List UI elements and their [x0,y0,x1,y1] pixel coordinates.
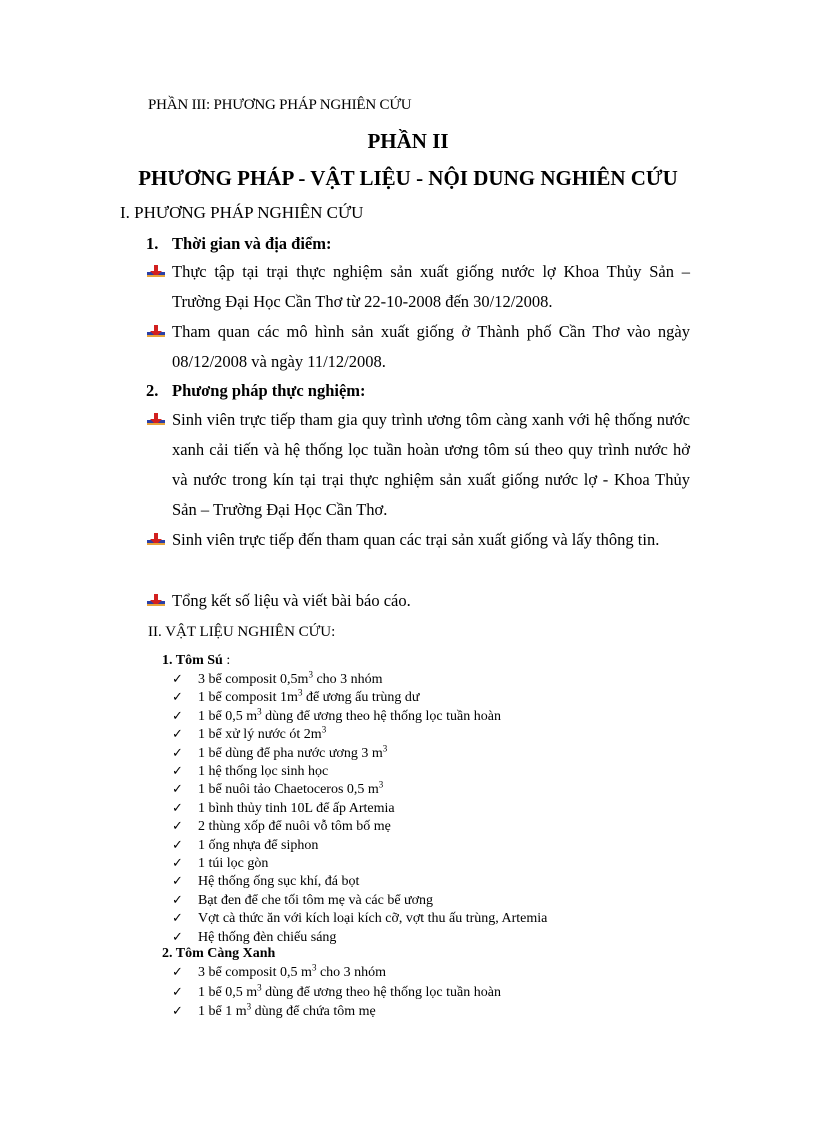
material-item [172,726,326,744]
material-item-text: 3 bể composit $0,5m^3$ cho 3 nhóm [198,669,383,687]
checkmark-icon: ✓ [172,1004,183,1019]
subsection-number: 1. [146,234,159,253]
material-item-text: 1 bể 1 $m^3$ dùng để chứa tôm mẹ [198,1001,376,1019]
part-title: PHẦN II [367,129,449,153]
page-header: PHẦN III: PHƯƠNG PHÁP NGHIÊN CỨU [148,97,412,113]
subsection-time-place [146,234,332,254]
checkmark-icon: ✓ [172,984,183,1000]
arrow-bullet-icon [147,410,165,428]
checkmark-icon: ✓ [172,708,183,724]
material-item-text: 1 bể composit $1m^3$ để ương ấu trùng dư [198,687,420,706]
checkmark-icon: ✓ [172,856,183,871]
bullet-text: Tổng kết số liệu và viết bài báo cáo. [172,591,411,610]
material-item-text: 3 bể composit 0,5 $m^3$ cho 3 nhóm [198,962,387,980]
material-item [172,837,318,855]
checkmark-icon: ✓ [172,929,183,945]
material-item-text: Vợt cà thức ăn với kích loại kích cỡ, vợt thu ấu trùng, Artemia [198,911,548,927]
checkmark-icon: ✓ [172,819,183,835]
bullet-text: Tham quan các mô hình sản xuất giống ở Thành phố Cần Thơ vào ngày 08/12/2008 và ngày 11/12/2008. [172,322,690,371]
material-item [172,708,501,726]
material-item-text: Hệ thống đèn chiếu sáng [198,929,337,945]
material-item-text: 1 ống nhựa để siphon [198,837,319,853]
material-item [172,1003,376,1021]
arrow-bullet-icon [147,530,165,548]
group-title-suffix: : [222,653,231,668]
checkmark-icon: ✓ [172,764,183,779]
material-item [172,800,395,818]
group-title-giant-prawn: 2. Tôm Càng Xanh [162,946,276,961]
material-item [172,689,420,707]
checkmark-icon: ✓ [172,800,183,816]
material-item [172,929,336,947]
checkmark-icon: ✓ [172,911,183,927]
main-title: PHƯƠNG PHÁP - VẬT LIỆU - NỘI DUNG NGHIÊN CỨU [138,166,678,190]
section-heading-materials: II. VẬT LIỆU NGHIÊN CỨU: [148,624,336,640]
arrow-bullet-icon [147,262,165,280]
subsection-number: 2. [146,381,159,400]
material-item [172,892,433,910]
material-item-text: 1 bể xử lý nước ót $2m^3$ [198,724,327,743]
material-item [172,671,383,689]
material-item [172,781,383,799]
material-item [172,818,391,836]
material-item [172,910,547,928]
group-title-tiger-shrimp [162,653,230,669]
material-item [172,964,386,982]
material-item-text: 1 bể dùng để pha nước ương 3 $m^3$ [198,742,388,761]
group-title: 1. Tôm Sú [162,653,223,668]
material-item [172,763,328,781]
bullet-text: Thực tập tại trại thực nghiệm sản xuất giống nước lợ Khoa Thủy Sản – Trường Đại Học Cần Thơ từ 22-10-2008 đến 30/12/2008. [172,262,690,311]
material-item-text: 2 thùng xốp để nuôi vỗ tôm bố mẹ [198,819,391,835]
material-item [172,981,501,1002]
checkmark-icon: ✓ [172,672,183,687]
checkmark-icon: ✓ [172,874,183,890]
material-item-text: 1 bể 0,5 $m^3$ dùng để ương theo hệ thống lọc tuần hoàn [198,981,501,1000]
checkmark-icon: ✓ [172,965,183,980]
material-item-text: 1 hệ thống lọc sinh học [198,764,329,779]
arrow-bullet-icon [147,591,165,609]
checkmark-icon: ✓ [172,727,183,743]
checkmark-icon: ✓ [172,837,183,853]
material-item [172,855,268,873]
arrow-bullet-icon [147,322,165,340]
material-item [172,742,388,763]
material-item-text: 1 bể 0,5 $m^3$ dùng để ương theo hệ thống lọc tuần hoàn [198,706,501,724]
material-item-text: 1 túi lọc gòn [198,856,269,871]
material-item-text: Bạt đen để che tối tôm mẹ và các bể ương [198,892,434,908]
checkmark-icon: ✓ [172,892,183,908]
material-item-text: 1 bình thủy tinh 10L để ấp Artemia [198,800,395,816]
bullet-text: Sinh viên trực tiếp đến tham quan các trại sản xuất giống và lấy thông tin. [172,530,660,549]
material-item-text: 1 bể nuôi tảo Chaetoceros 0,5 $m^3$ [198,779,384,798]
section-heading-methods: I. PHƯƠNG PHÁP NGHIÊN CỨU [120,203,364,222]
subsection-experiment-method [146,381,366,401]
checkmark-icon: ✓ [172,745,183,761]
bullet-text: Sinh viên trực tiếp tham gia quy trình ương tôm càng xanh với hệ thống nước xanh cải tiến và hệ thống lọc tuần hoàn ương tôm sú theo quy trình nước hở và nước trong kín tại trại thực nghiệm sản xuất giống nước lợ - Khoa Thủy Sản – Trường Đại Học Cần Thơ. [172,410,690,519]
checkmark-icon: ✓ [172,782,183,798]
material-item-text: Hệ thống ống sục khí, đá bọt [198,874,360,890]
subsection-title: Thời gian và địa điểm: [172,234,332,253]
material-item [172,873,359,891]
checkmark-icon: ✓ [172,690,183,706]
subsection-title: Phương pháp thực nghiệm: [172,381,366,400]
